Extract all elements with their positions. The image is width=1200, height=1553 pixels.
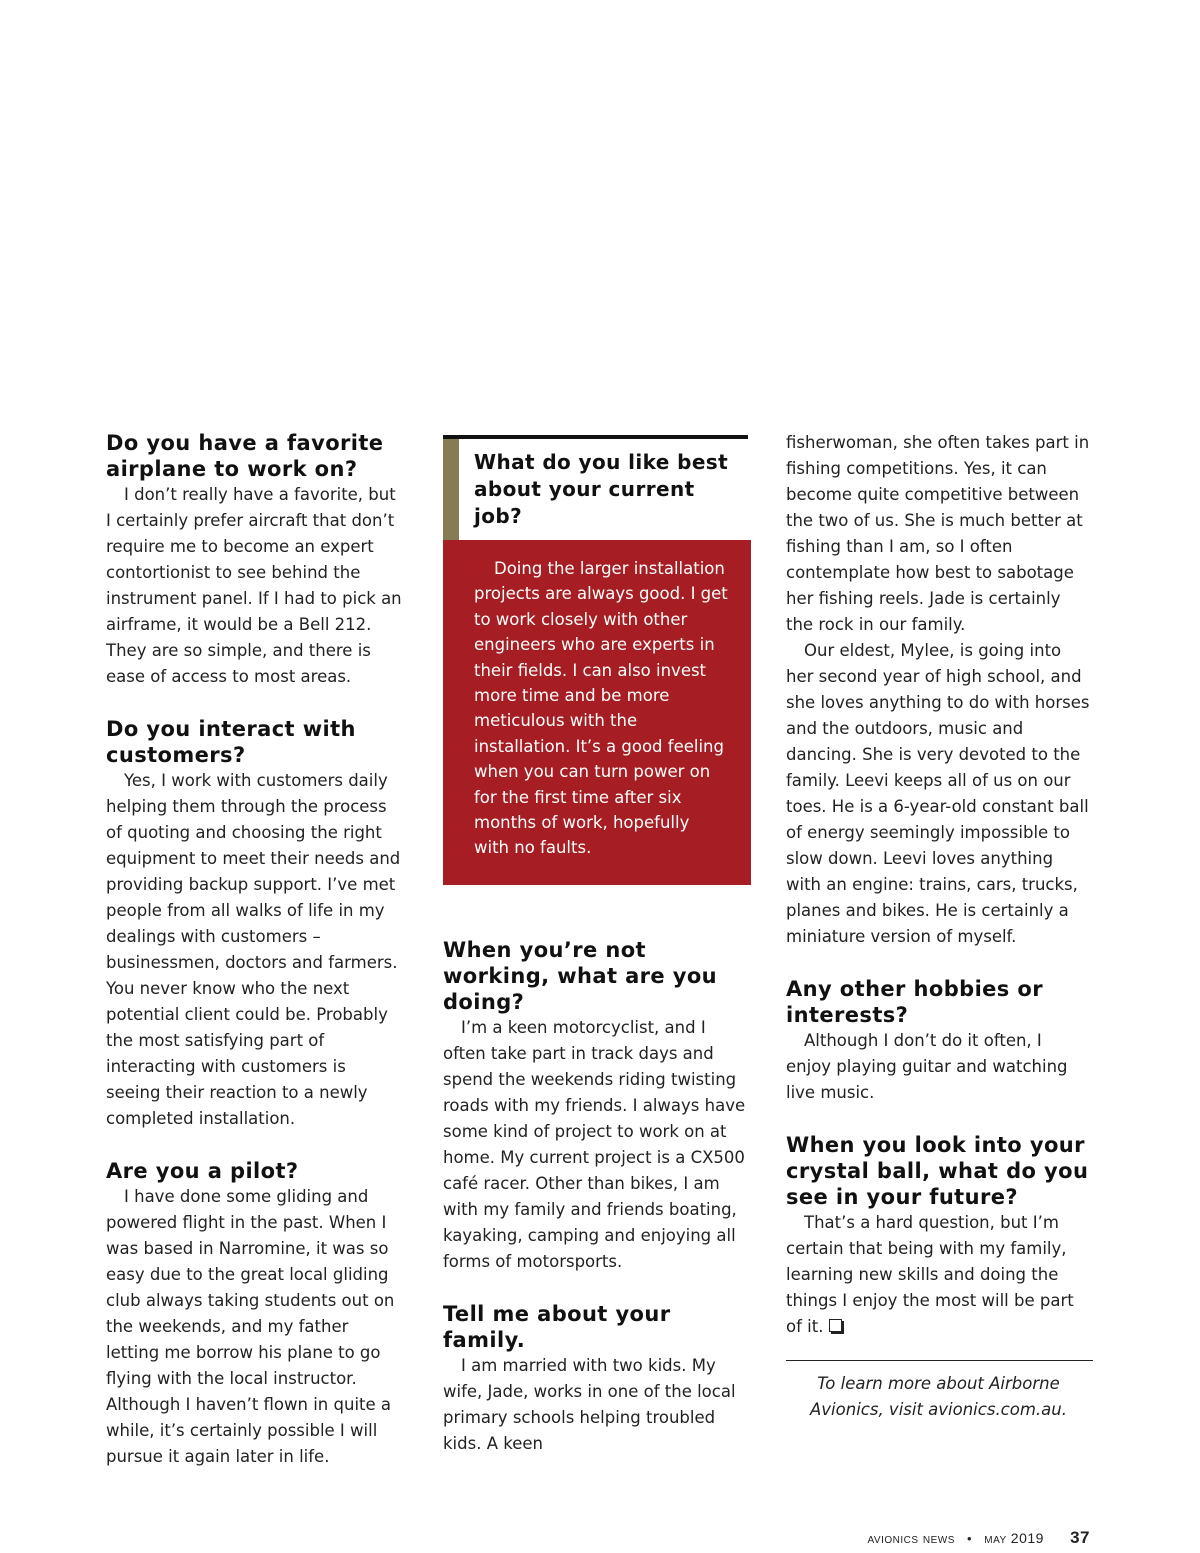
answer-text: Yes, I work with customers daily helping them through the process of quoting and choosing the right equipment to meet their needs and providing backup support. I’ve met people from all walks of life in my dealings with customers – businessmen, doctors and farmers. You never know who the next potential client could be. Probably the most satisfying part of interacting with customers is seeing their reaction to a newly completed installation.: [106, 771, 401, 1128]
issue-year: 2019: [1010, 1530, 1044, 1546]
section-favorite-airplane: [106, 430, 402, 690]
question-heading: Tell me about your family.: [443, 1301, 671, 1352]
answer-text: Although I don’t do it often, I enjoy playing guitar and watching live music.: [786, 1031, 1068, 1102]
section-pilot: [106, 1158, 402, 1470]
answer-text: I have done some gliding and powered flight in the past. When I was based in Narromine, it was so easy due to the great local gliding club always taking students out on the weekends, and my father letting me borrow his plane to go flying with the local instructor. Although I haven’t flown in quite a while, it’s certainly possible I will pursue it again later in life.: [106, 1187, 395, 1466]
answer-text: Our eldest, Mylee, is going into her second year of high school, and she loves anything to do with horses and the outdoors, music and dancing. She is very devoted to the family. Leevi keeps all of us on our toes. He is a 6-year-old constant ball of energy seemingly impossible to slow down. Leevi loves anything with an engine: trains, cars, trucks, planes and bikes. He is certainly a miniature version of myself.: [786, 641, 1090, 946]
section-hobbies: [786, 976, 1091, 1106]
answer-text: I don’t really have a favorite, but I certainly prefer aircraft that don’t require me to become an expert contortionist to see behind the instrument panel. If I had to pick an airframe, it would be a Bell 212. They are so simple, and there is ease of access to most areas.: [106, 485, 402, 686]
answer-text-content: That’s a hard question, but I’m certain that being with my family, learning new skills and doing the things I enjoy the most will be part of it.: [786, 1213, 1074, 1336]
callout-text: Doing the larger installation projects are always good. I get to work closely with other engineers who are experts in their fields. I can also invest more time and be more meticulous with the installation. It’s a good feeling when you can turn power on for the first time after six months of work, hopefully with no faults.: [474, 559, 728, 858]
section-family-continued: [786, 430, 1091, 950]
question-heading: Do you interact with customers?: [106, 717, 356, 767]
question-heading: Do you have a favorite airplane to work on?: [106, 431, 384, 481]
column-3: [786, 430, 1091, 1423]
footer-bullet: •: [967, 1531, 973, 1546]
question-heading: Are you a pilot?: [106, 1159, 299, 1183]
page-number: 37: [1070, 1528, 1090, 1547]
question-heading: Any other hobbies or interests?: [786, 977, 1044, 1027]
callout-body: [443, 540, 751, 885]
learn-more-text: To learn more about Airborne Avionics, visit avionics.com.au.: [810, 1374, 1067, 1419]
callout-heading-block: [443, 439, 753, 540]
question-heading: When you look into your crystal ball, what do you see in your future?: [786, 1133, 1089, 1209]
callout-box: [443, 435, 753, 885]
column-2: [443, 435, 753, 1483]
page-footer: [867, 1528, 1090, 1548]
section-not-working: [443, 937, 753, 1275]
answer-text: [786, 1210, 1091, 1340]
callout-heading: What do you like best about your current job?: [474, 450, 729, 528]
section-interact-customers: [106, 716, 402, 1132]
section-crystal-ball: [786, 1132, 1091, 1340]
answer-text-continued: fisherwoman, she often takes part in fishing competitions. Yes, it can become quite competitive between the two of us. She is much better at fishing than I am, so I often contemplate how best to sabotage her fishing reels. Jade is certainly the rock in our family.: [786, 433, 1090, 634]
issue-month: may: [984, 1530, 1007, 1546]
section-family: [443, 1301, 753, 1457]
end-of-article-icon: [829, 1319, 842, 1332]
question-heading: When you’re not working, what are you doing?: [443, 937, 718, 1014]
divider-rule: [786, 1360, 1093, 1361]
column-1: [106, 430, 402, 1496]
answer-text: I am married with two kids. My wife, Jade, works in one of the local primary schools helping troubled kids. A keen: [443, 1355, 736, 1453]
answer-text: I’m a keen motorcyclist, and I often take part in track days and spend the weekends riding twisting roads with my friends. I always have some kind of project to work on at home. My current project is a CX500 café racer. Other than bikes, I am with my family and friends boating, kayaking, camping and enjoying all forms of motorsports.: [443, 1017, 746, 1271]
publication-name: avionics news: [867, 1530, 955, 1546]
